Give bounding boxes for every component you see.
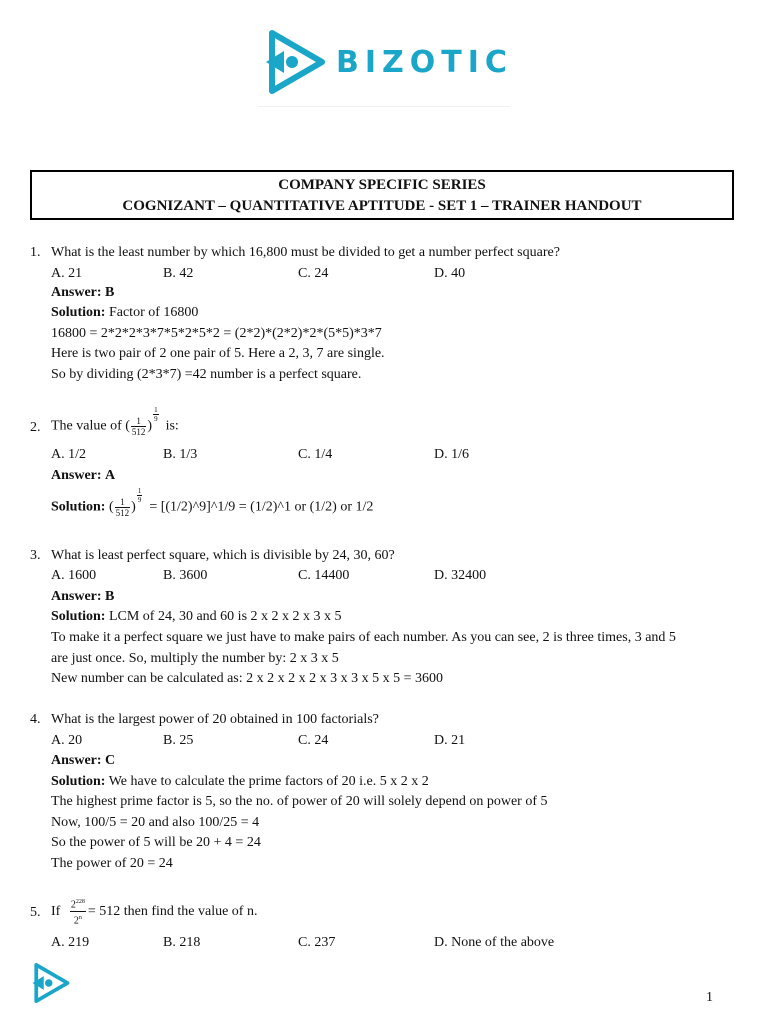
answer-value: B: [105, 589, 115, 604]
option-d: D. 1/6: [434, 447, 469, 462]
option-b: B. 3600: [163, 568, 208, 583]
option-a: A. 1600: [51, 568, 97, 583]
fraction-denominator: [70, 912, 86, 927]
numerator-base: 2: [70, 899, 76, 911]
exponent: [136, 487, 146, 507]
brand-logo: [262, 28, 513, 96]
option-b: B. 25: [163, 733, 194, 748]
answer-value: B: [105, 285, 115, 300]
solution-step: To make it a perfect square we just have to make pairs of each number. As you can see, 2 is three times, 3 and 5: [51, 630, 676, 645]
solution-step: Now, 100/5 = 20 and also 100/25 = 4: [51, 815, 260, 830]
option-d: D. 21: [434, 733, 466, 748]
question-text: What is the largest power of 20 obtained in 100 factorials?: [51, 712, 379, 727]
answer-label: Answer:: [51, 753, 102, 768]
fraction-numerator: 1: [115, 497, 131, 508]
series-title: COMPANY SPECIFIC SERIES: [278, 177, 486, 193]
footer-logo: [30, 962, 70, 1009]
option-b: B. 42: [163, 266, 194, 281]
option-a: A. 20: [51, 733, 83, 748]
answer-line: [51, 468, 115, 484]
answer-line: [51, 753, 115, 769]
fraction: [70, 896, 86, 928]
answer-line: [51, 285, 114, 301]
option-c: C. 14400: [298, 568, 350, 583]
solution-step: Here is two pair of 2 one pair of 5. Here a 2, 3, 7 are single.: [51, 346, 385, 361]
bizotic-logo-icon: [262, 29, 326, 95]
question-text: What is least perfect square, which is divisible by 24, 30, 60?: [51, 548, 395, 563]
solution-line: [51, 609, 342, 625]
header-divider: [258, 106, 510, 107]
solution-step: New number can be calculated as: 2 x 2 x 2 x 2 x 3 x 3 x 5 x 5 = 3600: [51, 671, 444, 686]
brand-name: BIZOTIC: [336, 44, 513, 80]
answer-value: C: [105, 753, 116, 768]
option-c: C. 24: [298, 266, 329, 281]
option-c: C. 1/4: [298, 447, 333, 462]
option-a: A. 1/2: [51, 447, 86, 462]
option-d: D. None of the above: [434, 935, 555, 950]
question-text-prefix: The value of (: [51, 418, 130, 434]
solution-step: are just once. So, multiply the number by: 2 x 3 x 5: [51, 651, 339, 666]
question-number: 4.: [30, 712, 41, 727]
solution-line: [51, 774, 429, 790]
fraction-denominator: 512: [115, 508, 130, 518]
question-text: [51, 896, 257, 928]
solution-label: Solution:: [51, 774, 106, 789]
question-number: 2.: [30, 420, 41, 435]
solution-step: The power of 20 = 24: [51, 856, 173, 871]
exponent-numerator: 1: [154, 406, 158, 414]
numerator-exponent: 228: [75, 899, 85, 905]
option-a: A. 21: [51, 266, 83, 281]
bizotic-logo-icon: [30, 962, 70, 1004]
page-number: 1: [706, 990, 713, 1005]
question-text-suffix: = 512 then find the value of n.: [87, 904, 258, 920]
exponent-denominator: 9: [137, 496, 142, 504]
solution-label: Solution:: [51, 305, 106, 320]
solution-text: = [(1/2)^9]^1/9 = (1/2)^1 or (1/2) or 1/2: [145, 499, 374, 515]
solution-step: The highest prime factor is 5, so the no. of power of 20 will solely depend on power of 5: [51, 794, 548, 809]
question-number: 1.: [30, 245, 41, 260]
option-a: A. 219: [51, 935, 90, 950]
fraction-numerator: 1: [131, 416, 147, 427]
option-d: D. 40: [434, 266, 466, 281]
fraction-numerator: [70, 896, 86, 912]
solution-step: So by dividing (2*3*7) =42 number is a perfect square.: [51, 367, 362, 382]
solution-text: We have to calculate the prime factors of 20 i.e. 5 x 2 x 2: [108, 774, 429, 789]
answer-label: Answer:: [51, 285, 102, 300]
solution-line: Solution: ( $\frac{1}{512}$ ) $\frac{1}{9}$ = [(1/2)^9]^1/9 = (1/2)^1 or (1/2) or 1/2: [51, 487, 374, 518]
answer-label: Answer:: [51, 468, 102, 483]
fraction: [115, 497, 131, 518]
answer-value: A: [105, 468, 116, 483]
solution-label: Solution:: [51, 499, 106, 515]
handout-title-box: [30, 170, 734, 220]
answer-label: Answer:: [51, 589, 102, 604]
question-text: What is the least number by which 16,800 must be divided to get a number perfect square?: [51, 245, 560, 260]
handout-title: COGNIZANT – QUANTITATIVE APTITUDE - SET 1 – TRAINER HANDOUT: [122, 198, 642, 214]
exponent-denominator: 9: [154, 415, 158, 423]
solution-text: Factor of 16800: [108, 305, 199, 320]
answer-line: [51, 589, 114, 605]
question-text: The value of ( $\frac{1}{512}$ ) $\frac{1}{9}$ is:: [51, 406, 179, 437]
question-number: 5.: [30, 905, 41, 920]
fraction-denominator: 512: [131, 427, 146, 437]
question-number: 3.: [30, 548, 41, 563]
exponent-numerator: 1: [137, 487, 142, 495]
denominator-exponent: n: [78, 915, 82, 922]
option-c: C. 24: [298, 733, 329, 748]
option-c: C. 237: [298, 935, 336, 950]
fraction: [131, 416, 147, 437]
question-text-suffix: is:: [162, 418, 179, 434]
solution-step: 16800 = 2*2*2*3*7*5*2*5*2 = (2*2)*(2*2)*2*(5*5)*3*7: [51, 326, 382, 341]
question-text-prefix: If: [51, 904, 61, 920]
exponent: [152, 406, 162, 426]
option-b: B. 1/3: [163, 447, 198, 462]
solution-line: [51, 305, 198, 321]
denominator-base: 2: [73, 915, 79, 927]
solution-label: Solution:: [51, 609, 106, 624]
solution-text: LCM of 24, 30 and 60 is 2 x 2 x 2 x 3 x 5: [108, 609, 342, 624]
solution-step: So the power of 5 will be 20 + 4 = 24: [51, 835, 261, 850]
option-b: B. 218: [163, 935, 201, 950]
option-d: D. 32400: [434, 568, 487, 583]
